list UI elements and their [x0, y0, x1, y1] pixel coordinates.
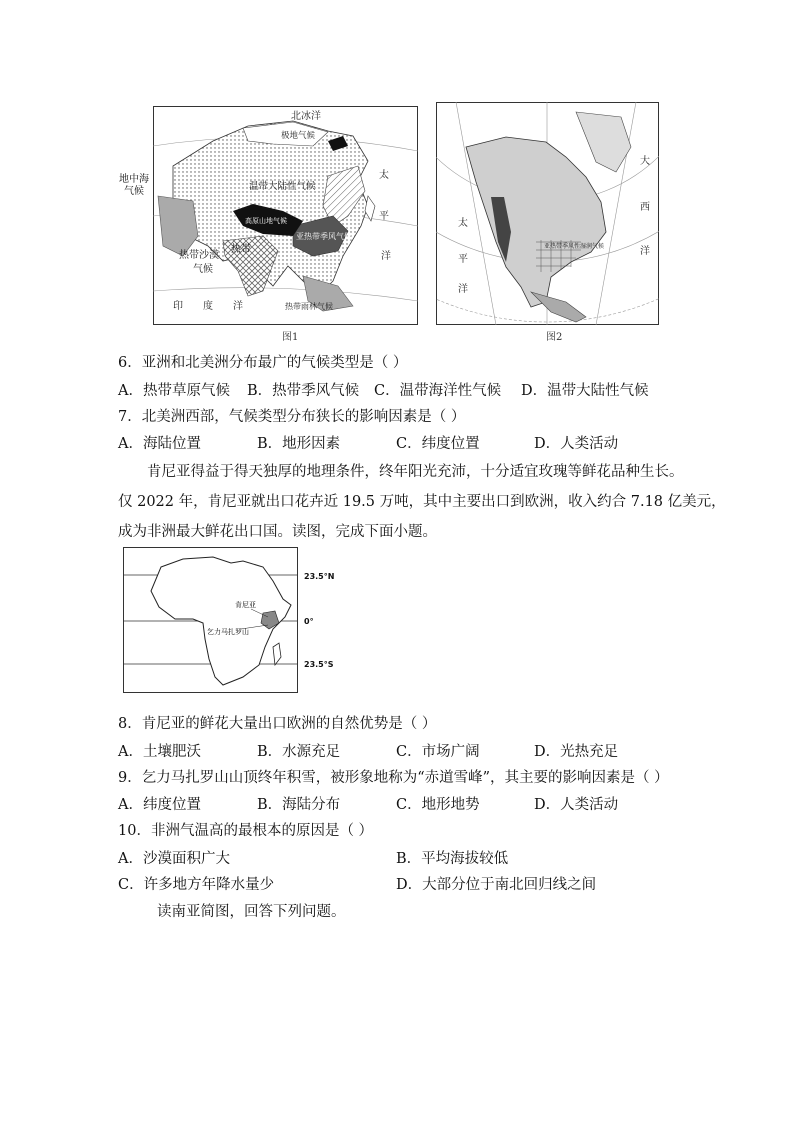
south-asia-intro: 读南亚简图，回答下列问题。 — [157, 904, 346, 920]
figure-1-caption: 图1 — [282, 332, 299, 343]
question-10-option-b[interactable]: B．平均海拔较低 — [396, 851, 509, 867]
label-fig1-pacific-2: 平 — [379, 211, 389, 222]
africa-map-svg — [123, 547, 298, 693]
question-8-option-d[interactable]: D．光热充足 — [534, 744, 619, 760]
label-desert-2: 气候 — [193, 264, 213, 275]
label-continental: 温带大陆性气候 — [249, 181, 316, 192]
label-plateau: 高原山地气候 — [245, 217, 287, 225]
question-9-option-b[interactable]: B．海陆分布 — [257, 797, 341, 813]
question-10-option-c[interactable]: C．许多地方年降水量少 — [118, 877, 275, 893]
label-kenya: 肯尼亚 — [235, 601, 256, 609]
asia-map-svg — [153, 106, 418, 325]
label-atlantic-2: 西 — [640, 202, 650, 213]
label-fig1-pacific-1: 太 — [379, 170, 389, 181]
label-atlantic-3: 洋 — [640, 246, 650, 257]
label-fig2-pacific-3: 洋 — [458, 284, 468, 295]
figure-1-asia-climate-map — [153, 106, 418, 325]
question-9-stem: 9．乞力马扎罗山山顶终年积雪，被形象地称为“赤道雪峰”，其主要的影响因素是（ ） — [118, 770, 669, 786]
label-equator: 0° — [304, 617, 314, 626]
question-10-option-a[interactable]: A．沙漠面积广大 — [118, 851, 230, 867]
question-6-option-d[interactable]: D．温带大陆性气候 — [521, 383, 649, 399]
question-6-option-a[interactable]: A．热带草原气候 — [118, 383, 230, 399]
question-7-option-c[interactable]: C．纬度位置 — [396, 436, 480, 452]
label-tropic-north: 23.5°N — [304, 572, 335, 581]
question-8-option-c[interactable]: C．市场广阔 — [396, 744, 480, 760]
question-9-option-a[interactable]: A．纬度位置 — [118, 797, 201, 813]
label-rainforest: 热带雨林气候 — [285, 302, 333, 311]
question-9-option-d[interactable]: D．人类活动 — [534, 797, 619, 813]
label-atlantic-1: 大 — [640, 156, 650, 167]
passage-line-1: 肯尼亚得益于得天独厚的地理条件，终年阳光充沛，十分适宜玫瑰等鲜花品种生长。 — [147, 464, 684, 480]
label-mediterranean-outside — [117, 174, 151, 198]
mediterranean-line-1: 地中海 — [119, 174, 149, 185]
question-7-stem: 7．北美洲西部，气候类型分布狭长的影响因素是（ ） — [118, 409, 466, 425]
question-10-stem: 10．非洲气温高的最根本的原因是（ ） — [118, 823, 374, 839]
label-polar: 极地气候 — [281, 131, 316, 141]
label-fig1-pacific-3: 洋 — [381, 251, 391, 262]
label-humid: 亚热带季风性湿润气候 — [544, 243, 605, 250]
label-subtropical-monsoon: 亚热带季风气候 — [296, 232, 352, 241]
label-fig2-pacific-2: 平 — [458, 254, 468, 265]
question-7-option-d[interactable]: D．人类活动 — [534, 436, 619, 452]
question-9-option-c[interactable]: C．地形地势 — [396, 797, 480, 813]
figure-2-north-america-map — [436, 102, 659, 325]
passage-line-3: 成为非洲最大鲜花出口国。读图，完成下面小题。 — [118, 524, 437, 540]
question-10-option-d[interactable]: D．大部分位于南北回归线之间 — [396, 877, 597, 893]
label-indian-2: 度 — [203, 301, 213, 312]
label-tropic-south: 23.5°S — [304, 660, 334, 669]
figure-2-caption: 图2 — [546, 332, 563, 343]
question-6-option-c[interactable]: C．温带海洋性气候 — [374, 383, 502, 399]
label-fig2-pacific-1: 太 — [458, 218, 468, 229]
mediterranean-line-2: 气候 — [124, 186, 144, 197]
label-kilimanjaro: 乞力马扎罗山 — [207, 628, 249, 636]
question-8-stem: 8．肯尼亚的鲜花大量出口欧洲的自然优势是（ ） — [118, 716, 437, 732]
figure-africa-map — [123, 547, 298, 693]
question-7-option-b[interactable]: B．地形因素 — [257, 436, 341, 452]
question-7-option-a[interactable]: A．海陆位置 — [118, 436, 201, 452]
question-8-option-b[interactable]: B．水源充足 — [257, 744, 341, 760]
label-tropical-monsoon: 热带 — [231, 244, 251, 255]
question-6-stem: 6．亚洲和北美洲分布最广的气候类型是（ ） — [118, 355, 408, 371]
north-america-map-svg — [436, 102, 659, 325]
question-8-option-a[interactable]: A．土壤肥沃 — [118, 744, 201, 760]
label-desert-1: 热带沙漠 — [179, 250, 219, 261]
label-indian-3: 洋 — [233, 301, 243, 312]
label-indian-1: 印 — [173, 301, 183, 312]
passage-line-2: 仅 2022 年，肯尼亚就出口花卉近 19.5 万吨，其中主要出口到欧洲，收入约合 7.18 亿美元， — [118, 494, 726, 510]
label-arctic: 北冰洋 — [291, 111, 321, 122]
question-6-option-b[interactable]: B．热带季风气候 — [247, 383, 360, 399]
